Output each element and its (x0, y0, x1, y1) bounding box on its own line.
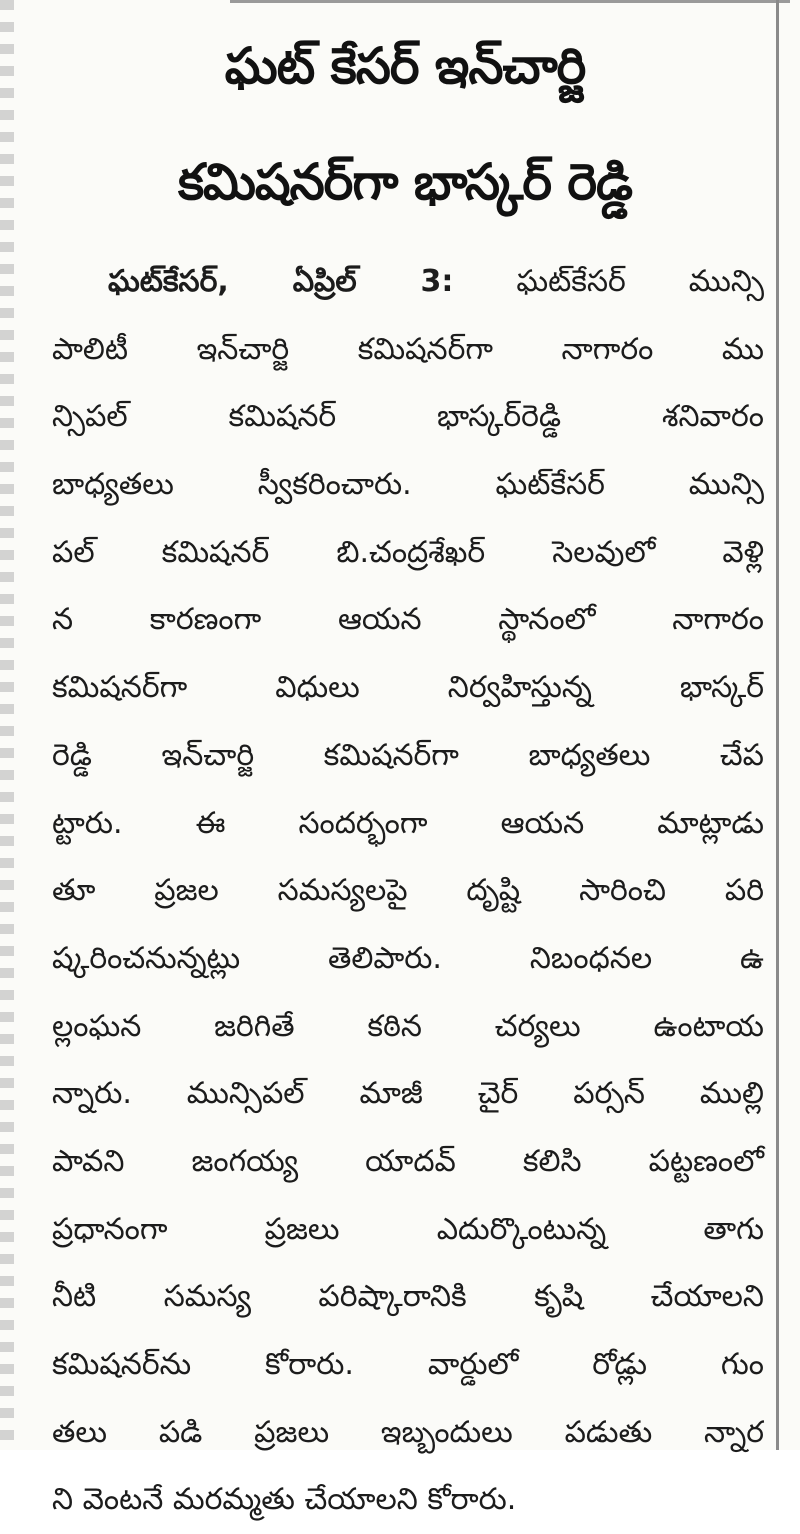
article-line: తలు పడి ప్రజలు ఇబ్బందులు పడుతు న్నార (52, 1414, 764, 1450)
article-line: పావని జంగయ్య యాదవ్ కలిసి పట్టణంలో (52, 1143, 764, 1179)
article-line: న్నారు. మున్సిపల్ మాజీ చైర్ పర్సన్ ముల్లి (52, 1076, 764, 1112)
article-line: ట్టారు. ఈ సందర్భంగా ఆయన మాట్లాడు (52, 805, 764, 841)
article-line: ష్కరించనున్నట్లు తెలిపారు. నిబంధనల ఉ (52, 940, 764, 976)
headline-line-1: ఘట్ కేసర్ ఇన్‌చార్జి (224, 37, 586, 95)
article-line (52, 248, 764, 316)
left-border-rule (0, 0, 14, 1450)
article-line: ల్లంఘన జరిగితే కఠిన చర్యలు ఉంటాయ (52, 1008, 764, 1044)
dateline: ఘట్‌కేసర్, ఏప్రిల్ 3: (108, 264, 454, 299)
article-line: కమిషనర్‌ను కోరారు. వార్డులో రోడ్లు గుం (52, 1347, 764, 1382)
article-line: బాధ్యతలు స్వీకరించారు. ఘట్‌కేసర్ మున్సి (52, 467, 764, 503)
article-line: ప్రధానంగా ప్రజలు ఎదుర్కొంటున్న తాగు (52, 1211, 764, 1247)
article-line: పాలిటీ ఇన్‌చార్జి కమిషనర్‌గా నాగారం ము (52, 331, 764, 367)
headline-line-2: కమిషనర్‌గా భాస్కర్ రెడ్డి (177, 153, 633, 211)
article-line: కమిషనర్‌గా విధులు నిర్వహిస్తున్న భాస్కర్ (52, 670, 764, 706)
top-border-rule (230, 0, 790, 3)
article-line: నీటి సమస్య పరిష్కారానికి కృషి చేయాలని (52, 1279, 764, 1315)
article-line: తూ ప్రజల సమస్యలపై దృష్టి సారించి పరి (52, 873, 764, 909)
article-line: న కారణంగా ఆయన స్థానంలో నాగారం (52, 602, 764, 638)
article-body (52, 248, 764, 1534)
article-line: న్సిపల్ కమిషనర్ భాస్కర్‌రెడ్డి శనివారం (52, 399, 764, 435)
article-line: రెడ్డి ఇన్‌చార్జి కమిషనర్‌గా బాధ్యతలు చేప (52, 737, 764, 773)
article-line: ని వెంటనే మరమ్మతు చేయాలని కోరారు. (52, 1482, 517, 1518)
article-line-text: ఘట్‌కేసర్ మున్సి (516, 264, 765, 299)
article-line: పల్ కమిషనర్ బి.చంద్రశేఖర్ సెలవులో వెళ్లి (52, 534, 764, 570)
right-border-rule (776, 0, 779, 1450)
